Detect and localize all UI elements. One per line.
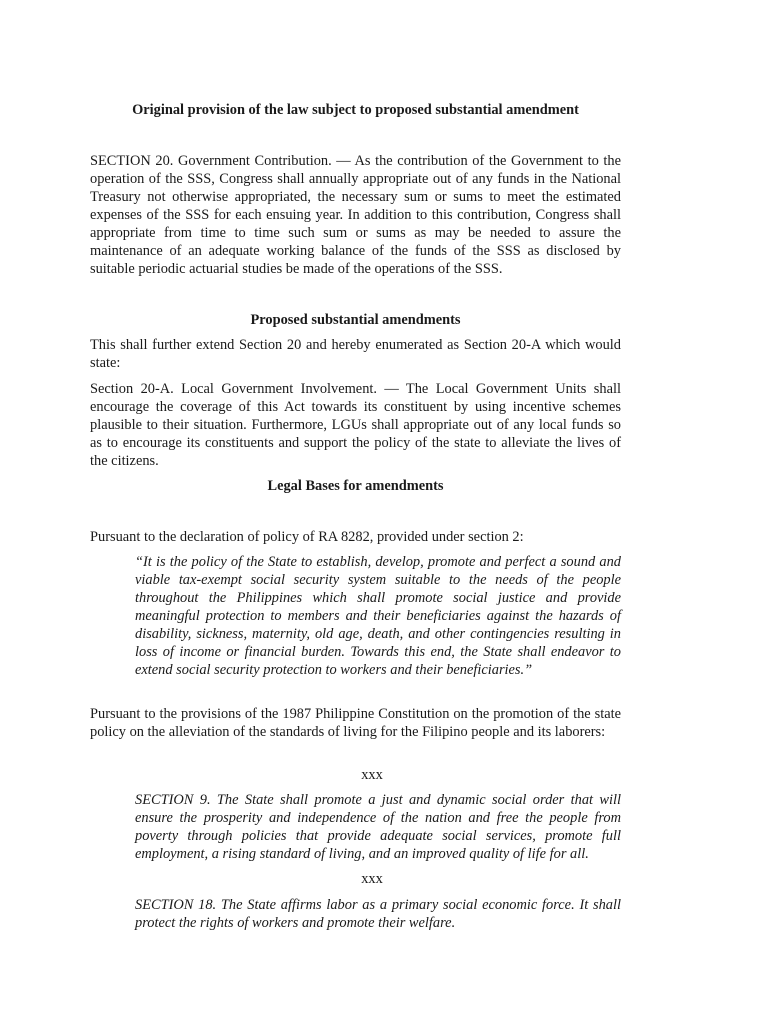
section-18-quote: SECTION 18. The State affirms labor as a primary social economic force. It shall protect the rights of workers and promote their welfare.	[135, 897, 621, 931]
amendments-intro: This shall further extend Section 20 and hereby enumerated as Section 20-A which would state:	[90, 337, 621, 371]
section-20-text: SECTION 20. Government Contribution. — As the contribution of the Government to the operation of the SSS, Congress shall annually appropriate out of any funds in the National Treasury not otherwise appropriated, the necessary sum or sums to meet the estimated expenses of the SSS for each ensuing year. In addition to this contribution, Congress shall appropriate from time to time such sum or sums as may be needed to assure the maintenance of an adequate working balance of the funds of the SSS as disclosed by suitable periodic actuarial studies be made of the operations of the SSS.	[90, 153, 621, 277]
legal-bases-heading: Legal Bases for amendments	[267, 478, 444, 494]
amendments-heading: Proposed substantial amendments	[250, 312, 461, 328]
section-20a-text: Section 20-A. Local Government Involvement. — The Local Government Units shall encourage the coverage of this Act towards its constituent by using incentive schemes plausible to their situation. Furthermore, LGUs shall appropriate out of any local funds so as to encourage its constituents and support the policy of the state to alleviate the lives of the citizens.	[90, 381, 621, 469]
section-9-quote: SECTION 9. The State shall promote a just and dynamic social order that will ensure the prosperity and independence of the nation and free the people from poverty through policies that provide adequate social services, promote full employment, a rising standard of living, and an improved quality of life for all.	[135, 792, 621, 862]
separator-xxx-1: xxx	[361, 767, 383, 783]
constitution-intro: Pursuant to the provisions of the 1987 Philippine Constitution on the promotion of the state policy on the alleviation of the standards of living for the Filipino people and its laborers:	[90, 706, 621, 740]
separator-xxx-2: xxx	[361, 871, 383, 887]
policy-intro: Pursuant to the declaration of policy of RA 8282, provided under section 2:	[90, 529, 524, 545]
policy-quote: “It is the policy of the State to establish, develop, promote and perfect a sound and viable tax-exempt social security system suitable to the needs of the people throughout the Philippines which shall promote social justice and provide meaningful protection to members and their beneficiaries against the hazards of disability, sickness, maternity, old age, death, and other contingencies resulting in loss of income or financial burden. Towards this end, the State shall endeavor to extend social security protection to workers and their beneficiaries.”	[135, 554, 621, 678]
document-title: Original provision of the law subject to proposed substantial amendment	[132, 102, 579, 118]
